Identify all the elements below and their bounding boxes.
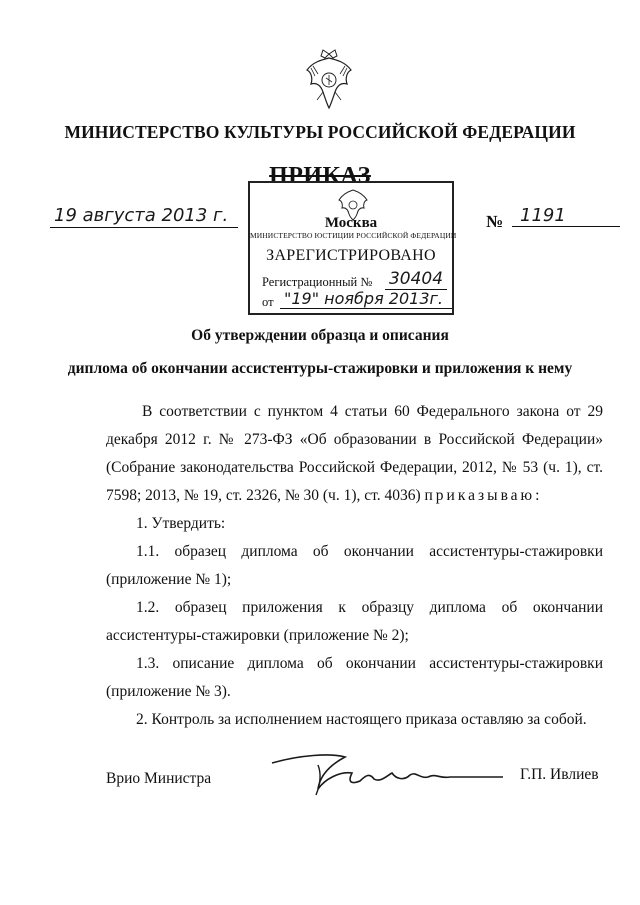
stamp-city: Москва <box>324 215 378 231</box>
order-word: приказываю: <box>424 487 543 504</box>
order-title: ПРИКАЗ <box>269 163 371 189</box>
order-body <box>106 398 603 734</box>
order-number-handwritten: 1191 <box>512 205 620 227</box>
coat-of-arms-icon <box>303 48 355 110</box>
stamp-date-label: от <box>262 295 274 309</box>
item-1: 1. Утвердить: <box>136 515 226 532</box>
stamp-registered: ЗАРЕГИСТРИРОВАНО <box>266 247 436 264</box>
item-1-2: 1.2. образец приложения к образцу диплома об окончании ассистентуры-стажировки (приложение № 2); <box>106 599 603 644</box>
item-1-1: 1.1. образец диплома об окончании ассистентуры-стажировки (приложение № 1); <box>106 543 603 588</box>
order-date-handwritten: 19 августа 2013 г. <box>50 205 238 228</box>
subject-line-1: Об утверждении образца и описания <box>191 327 449 344</box>
ministry-name: МИНИСТЕРСТВО КУЛЬТУРЫ РОССИЙСКОЙ ФЕДЕРАЦИИ <box>64 122 576 142</box>
handwritten-signature <box>270 745 505 805</box>
item-2: 2. Контроль за исполнением настоящего приказа оставляю за собой. <box>136 711 587 728</box>
stamp-reg-date: "19" ноября 2013г. <box>280 289 452 309</box>
order-number-label: № <box>486 212 504 231</box>
signatory-role: Врио Министра <box>106 770 212 787</box>
item-1-3: 1.3. описание диплома об окончании ассистентуры-стажировки (приложение № 3). <box>106 655 603 700</box>
signatory-name: Г.П. Ивлиев <box>520 766 599 783</box>
stamp-reg-number-label: Регистрационный № <box>262 275 373 289</box>
registration-stamp <box>248 181 457 315</box>
stamp-reg-number: 30404 <box>385 269 447 290</box>
subject-line-2: диплома об окончании ассистентуры-стажировки и приложения к нему <box>67 360 573 377</box>
intro-paragraph: В соответствии с пунктом 4 статьи 60 Федерального закона от 29 декабря 2012 г. № 273-ФЗ «Об образовании в Российской Федерации» (Собрание законодательства Российской Федерации, 2012, № 53 (ч. 1), ст. 7598; 2013, № 19, ст. 2326, № 30 (ч. 1), ст. 4036) приказываю: <box>106 403 603 504</box>
stamp-ministry: МИНИСТЕРСТВО ЮСТИЦИИ РОССИЙСКОЙ ФЕДЕРАЦИИ <box>250 231 457 240</box>
